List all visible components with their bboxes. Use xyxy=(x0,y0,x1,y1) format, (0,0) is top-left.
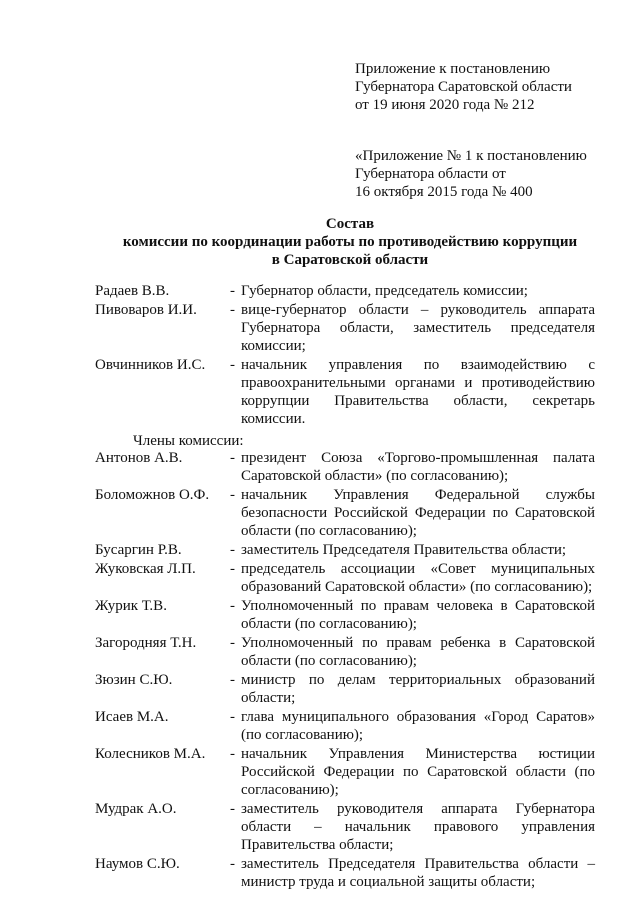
approval-line: Приложение к постановлению xyxy=(355,61,551,77)
member-role: - глава муниципального образования «Город Саратов» (по согласованию); xyxy=(230,708,595,744)
prior-appendix-line: Губернатора области от xyxy=(355,166,506,182)
title-line: комиссии по координации работы по противодействию коррупции xyxy=(122,234,578,250)
member-name: Наумов С.Ю. xyxy=(95,856,180,872)
title-line: Состав xyxy=(325,216,375,232)
member-role: - заместитель руководителя аппарата Губернатора области – начальник правового управления Правительства области; xyxy=(230,800,595,854)
member-name: Исаев М.А. xyxy=(95,709,169,725)
list-item xyxy=(95,634,595,670)
list-item xyxy=(95,671,595,707)
commission-members xyxy=(95,449,595,892)
member-name: Радаев В.В. xyxy=(95,283,170,299)
member-name: Мудрак А.О. xyxy=(95,801,177,817)
member-role: - начальник Управления Федеральной службы безопасности Российской Федерации по Саратовской области (по согласованию); xyxy=(230,486,595,540)
list-item xyxy=(95,855,595,891)
list-item xyxy=(95,486,595,540)
list-item xyxy=(95,800,595,854)
member-role: - начальник управления по взаимодействию с правоохранительными органами и противодействию коррупции Правительства области, секретарь комиссии. xyxy=(230,356,595,428)
list-item xyxy=(95,597,595,633)
prior-appendix-line: «Приложение № 1 к постановлению xyxy=(355,148,587,164)
member-name: Журик Т.В. xyxy=(95,598,167,614)
member-role: - вице-губернатор области – руководитель аппарата Губернатора области, заместитель председателя комиссии; xyxy=(230,301,595,355)
member-name: Жуковская Л.П. xyxy=(95,561,196,577)
list-item xyxy=(95,449,595,485)
list-item xyxy=(95,301,595,355)
list-item xyxy=(95,356,595,428)
member-role: - начальник Управления Министерства юстиции Российской Федерации по Саратовской области (по согласованию); xyxy=(230,745,595,799)
member-role: - заместитель Председателя Правительства области; xyxy=(230,541,595,559)
member-name: Боломожнов О.Ф. xyxy=(95,487,210,503)
list-item xyxy=(95,541,595,559)
member-role: - министр по делам территориальных образований области; xyxy=(230,671,595,707)
list-item xyxy=(95,560,595,596)
list-item xyxy=(95,745,595,799)
prior-appendix-reference xyxy=(355,147,615,201)
document-title xyxy=(80,215,620,269)
members-heading: Члены комиссии: xyxy=(133,433,244,449)
member-role: - президент Союза «Торгово-промышленная палата Саратовской области» (по согласованию); xyxy=(230,449,595,485)
approval-reference xyxy=(355,60,615,114)
commission-leadership xyxy=(95,282,595,429)
member-name: Загородняя Т.Н. xyxy=(95,635,197,651)
member-name: Бусаргин Р.В. xyxy=(95,542,182,558)
member-name: Овчинников И.С. xyxy=(95,357,206,373)
member-role: - Уполномоченный по правам человека в Саратовской области (по согласованию); xyxy=(230,597,595,633)
member-name: Антонов А.В. xyxy=(95,450,183,466)
approval-line: от 19 июня 2020 года № 212 xyxy=(355,97,535,113)
member-name: Колесников М.А. xyxy=(95,746,206,762)
list-item xyxy=(95,282,595,300)
member-role: - Губернатор области, председатель комиссии; xyxy=(230,282,595,300)
approval-line: Губернатора Саратовской области xyxy=(355,79,572,95)
member-name: Пивоваров И.И. xyxy=(95,302,197,318)
title-line: в Саратовской области xyxy=(271,252,429,268)
list-item xyxy=(95,708,595,744)
prior-appendix-line: 16 октября 2015 года № 400 xyxy=(355,184,533,200)
member-role: - заместитель Председателя Правительства области – министр труда и социальной защиты области; xyxy=(230,855,595,891)
member-name: Зюзин С.Ю. xyxy=(95,672,173,688)
member-role: - председатель ассоциации «Совет муниципальных образований Саратовской области» (по согласованию); xyxy=(230,560,595,596)
member-role: - Уполномоченный по правам ребенка в Саратовской области (по согласованию); xyxy=(230,634,595,670)
